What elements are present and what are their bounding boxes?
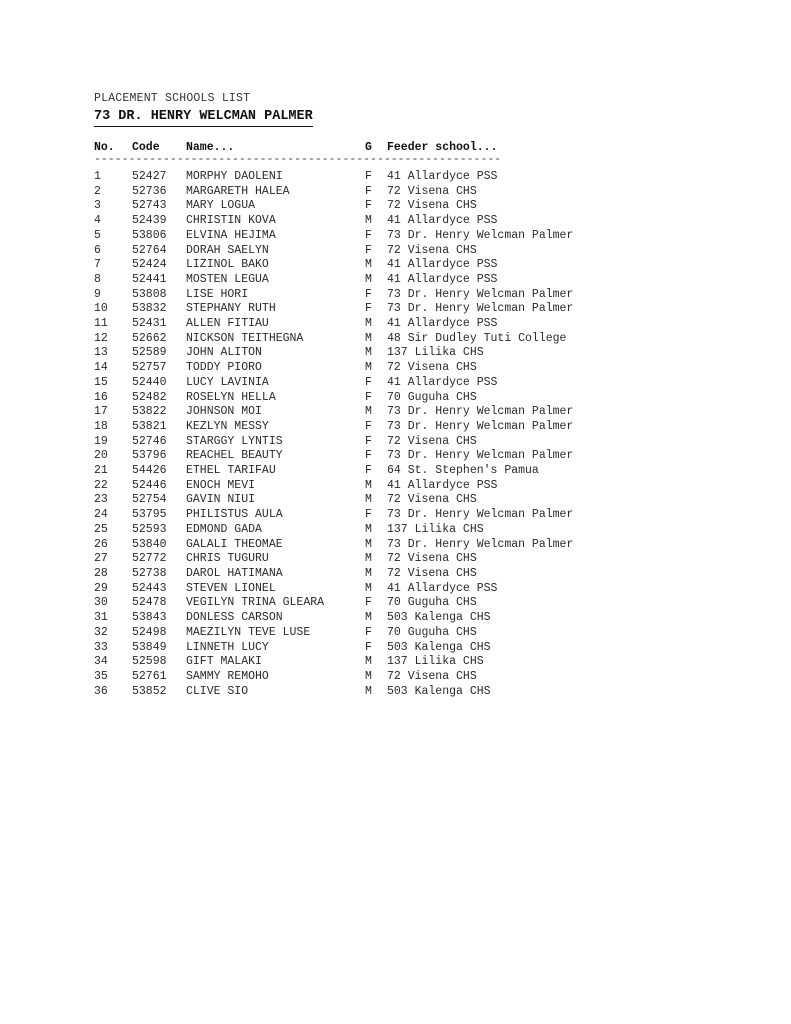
row-feeder: 41 Allardyce PSS <box>387 581 498 595</box>
row-name: KEZLYN MESSY <box>186 419 269 433</box>
table-row <box>94 258 694 273</box>
row-name: MARGARETH HALEA <box>186 184 290 198</box>
table-row <box>94 420 694 435</box>
row-feeder: 73 Dr. Henry Welcman Palmer <box>387 302 574 316</box>
row-feeder: 72 Visena CHS <box>387 552 477 566</box>
row-code: 52440 <box>132 375 167 389</box>
row-feeder: 73 Dr. Henry Welcman Palmer <box>387 405 574 419</box>
row-name: CHRIS TUGURU <box>186 552 269 566</box>
row-gender: F <box>365 434 372 448</box>
row-gender: F <box>365 508 372 522</box>
table-row <box>94 405 694 420</box>
row-gender: F <box>365 243 372 257</box>
row-code: 52754 <box>132 493 167 507</box>
row-name: EDMOND GADA <box>186 522 262 536</box>
table-row <box>94 685 694 700</box>
row-no: 4 <box>94 214 101 228</box>
row-gender: M <box>365 655 372 669</box>
row-name: LUCY LAVINIA <box>186 375 269 389</box>
row-gender: M <box>365 361 372 375</box>
row-gender: F <box>365 625 372 639</box>
row-no: 11 <box>94 317 108 331</box>
row-gender: F <box>365 449 372 463</box>
row-code: 53840 <box>132 537 167 551</box>
table-row <box>94 670 694 685</box>
table-row <box>94 288 694 303</box>
row-code: 52593 <box>132 522 167 536</box>
row-gender: M <box>365 537 372 551</box>
row-gender: F <box>365 199 372 213</box>
row-no: 28 <box>94 566 108 580</box>
row-code: 52772 <box>132 552 167 566</box>
row-feeder: 41 Allardyce PSS <box>387 214 498 228</box>
school-title: 73 DR. HENRY WELCMAN PALMER <box>94 109 313 127</box>
placement-document <box>94 92 694 699</box>
row-gender: M <box>365 566 372 580</box>
row-name: JOHNSON MOI <box>186 405 262 419</box>
row-no: 1 <box>94 170 101 183</box>
row-code: 52424 <box>132 258 167 272</box>
row-no: 23 <box>94 493 108 507</box>
row-no: 3 <box>94 199 101 213</box>
row-code: 52746 <box>132 434 167 448</box>
row-no: 26 <box>94 537 108 551</box>
row-gender: F <box>365 390 372 404</box>
header-no: No. <box>94 141 115 154</box>
row-code: 53821 <box>132 419 167 433</box>
row-no: 16 <box>94 390 108 404</box>
row-code: 53832 <box>132 302 167 316</box>
table-row <box>94 567 694 582</box>
row-no: 2 <box>94 184 101 198</box>
row-feeder: 73 Dr. Henry Welcman Palmer <box>387 287 574 301</box>
row-gender: M <box>365 214 372 228</box>
row-no: 29 <box>94 581 108 595</box>
row-code: 52736 <box>132 184 167 198</box>
table-row <box>94 317 694 332</box>
row-gender: F <box>365 184 372 198</box>
row-no: 17 <box>94 405 108 419</box>
row-no: 33 <box>94 640 108 654</box>
row-feeder: 72 Visena CHS <box>387 434 477 448</box>
row-feeder: 503 Kalenga CHS <box>387 611 491 625</box>
row-no: 8 <box>94 272 101 286</box>
row-no: 24 <box>94 508 108 522</box>
table-row <box>94 538 694 553</box>
row-code: 52439 <box>132 214 167 228</box>
header-code: Code <box>132 141 160 154</box>
row-no: 30 <box>94 596 108 610</box>
row-no: 21 <box>94 464 108 478</box>
table-row <box>94 376 694 391</box>
row-name: GIFT MALAKI <box>186 655 262 669</box>
row-no: 36 <box>94 684 108 698</box>
row-feeder: 41 Allardyce PSS <box>387 272 498 286</box>
row-code: 52743 <box>132 199 167 213</box>
row-name: LINNETH LUCY <box>186 640 269 654</box>
row-no: 9 <box>94 287 101 301</box>
row-feeder: 41 Allardyce PSS <box>387 258 498 272</box>
row-gender: M <box>365 272 372 286</box>
table-row <box>94 464 694 479</box>
row-code: 52482 <box>132 390 167 404</box>
row-gender: M <box>365 684 372 698</box>
row-name: DONLESS CARSON <box>186 611 283 625</box>
row-name: ALLEN FITIAU <box>186 317 269 331</box>
row-code: 53822 <box>132 405 167 419</box>
row-code: 52498 <box>132 625 167 639</box>
row-feeder: 41 Allardyce PSS <box>387 170 498 183</box>
row-name: DORAH SAELYN <box>186 243 269 257</box>
header-divider: ----------------------------------------------------------- <box>94 155 502 166</box>
row-name: CLIVE SIO <box>186 684 249 698</box>
row-code: 52443 <box>132 581 167 595</box>
row-no: 13 <box>94 346 108 360</box>
row-no: 31 <box>94 611 108 625</box>
table-row <box>94 170 694 185</box>
row-code: 52427 <box>132 170 167 183</box>
row-feeder: 70 Guguha CHS <box>387 625 477 639</box>
table-row <box>94 508 694 523</box>
row-code: 53849 <box>132 640 167 654</box>
table-row <box>94 273 694 288</box>
row-code: 52757 <box>132 361 167 375</box>
row-gender: M <box>365 405 372 419</box>
row-feeder: 73 Dr. Henry Welcman Palmer <box>387 449 574 463</box>
row-gender: M <box>365 258 372 272</box>
row-name: CHRISTIN KOVA <box>186 214 276 228</box>
row-code: 52598 <box>132 655 167 669</box>
row-no: 20 <box>94 449 108 463</box>
row-name: GAVIN NIUI <box>186 493 256 507</box>
table-row <box>94 199 694 214</box>
row-gender: F <box>365 464 372 478</box>
row-name: PHILISTUS AULA <box>186 508 283 522</box>
row-gender: F <box>365 375 372 389</box>
table-row <box>94 582 694 597</box>
list-label: PLACEMENT SCHOOLS LIST <box>94 92 251 105</box>
row-name: SAMMY REMOHO <box>186 669 269 683</box>
row-gender: M <box>365 331 372 345</box>
header-name: Name... <box>186 141 235 154</box>
table-row <box>94 185 694 200</box>
table-row <box>94 523 694 538</box>
row-gender: M <box>365 478 372 492</box>
row-code: 52441 <box>132 272 167 286</box>
row-gender: F <box>365 170 372 183</box>
row-code: 52761 <box>132 669 167 683</box>
row-name: VEGILYN TRINA GLEARA <box>186 596 325 610</box>
row-feeder: 41 Allardyce PSS <box>387 317 498 331</box>
table-row <box>94 361 694 376</box>
row-feeder: 48 Sir Dudley Tuti College <box>387 331 567 345</box>
row-no: 22 <box>94 478 108 492</box>
row-feeder: 73 Dr. Henry Welcman Palmer <box>387 508 574 522</box>
row-gender: M <box>365 346 372 360</box>
table-row <box>94 449 694 464</box>
row-feeder: 137 Lilika CHS <box>387 346 484 360</box>
row-gender: M <box>365 317 372 331</box>
row-name: MAEZILYN TEVE LUSE <box>186 625 311 639</box>
row-name: NICKSON TEITHEGNA <box>186 331 304 345</box>
row-name: STARGGY LYNTIS <box>186 434 283 448</box>
row-feeder: 72 Visena CHS <box>387 199 477 213</box>
row-name: GALALI THEOMAE <box>186 537 283 551</box>
row-feeder: 73 Dr. Henry Welcman Palmer <box>387 228 574 242</box>
table-row <box>94 626 694 641</box>
row-gender: F <box>365 302 372 316</box>
row-gender: M <box>365 669 372 683</box>
row-no: 5 <box>94 228 101 242</box>
header-feeder: Feeder school... <box>387 141 498 154</box>
row-feeder: 137 Lilika CHS <box>387 655 484 669</box>
table-row <box>94 611 694 626</box>
row-feeder: 72 Visena CHS <box>387 184 477 198</box>
row-code: 53852 <box>132 684 167 698</box>
row-name: JOHN ALITON <box>186 346 262 360</box>
row-gender: M <box>365 611 372 625</box>
row-code: 53808 <box>132 287 167 301</box>
row-feeder: 72 Visena CHS <box>387 493 477 507</box>
row-name: REACHEL BEAUTY <box>186 449 283 463</box>
student-table-body <box>94 170 694 699</box>
row-feeder: 72 Visena CHS <box>387 669 477 683</box>
row-name: ETHEL TARIFAU <box>186 464 276 478</box>
table-row <box>94 641 694 656</box>
row-feeder: 72 Visena CHS <box>387 361 477 375</box>
row-code: 52589 <box>132 346 167 360</box>
row-feeder: 503 Kalenga CHS <box>387 684 491 698</box>
row-gender: F <box>365 228 372 242</box>
row-feeder: 72 Visena CHS <box>387 243 477 257</box>
row-no: 15 <box>94 375 108 389</box>
table-row <box>94 493 694 508</box>
table-header <box>94 141 694 155</box>
table-row <box>94 302 694 317</box>
table-row <box>94 346 694 361</box>
row-no: 14 <box>94 361 108 375</box>
row-code: 52446 <box>132 478 167 492</box>
row-name: ROSELYN HELLA <box>186 390 276 404</box>
row-no: 10 <box>94 302 108 316</box>
row-no: 32 <box>94 625 108 639</box>
table-row <box>94 596 694 611</box>
row-gender: F <box>365 419 372 433</box>
row-name: MARY LOGUA <box>186 199 256 213</box>
row-no: 25 <box>94 522 108 536</box>
row-name: STEPHANY RUTH <box>186 302 276 316</box>
row-name: ENOCH MEVI <box>186 478 256 492</box>
table-row <box>94 229 694 244</box>
row-code: 53843 <box>132 611 167 625</box>
row-code: 53795 <box>132 508 167 522</box>
table-row <box>94 244 694 259</box>
row-name: MORPHY DAOLENI <box>186 170 283 183</box>
row-no: 7 <box>94 258 101 272</box>
table-row <box>94 391 694 406</box>
row-feeder: 72 Visena CHS <box>387 566 477 580</box>
row-feeder: 137 Lilika CHS <box>387 522 484 536</box>
row-feeder: 73 Dr. Henry Welcman Palmer <box>387 537 574 551</box>
header-gender: G <box>365 141 372 154</box>
row-name: LIZINOL BAKO <box>186 258 269 272</box>
row-code: 54426 <box>132 464 167 478</box>
row-no: 19 <box>94 434 108 448</box>
table-row <box>94 435 694 450</box>
row-no: 12 <box>94 331 108 345</box>
row-name: MOSTEN LEGUA <box>186 272 269 286</box>
row-code: 53806 <box>132 228 167 242</box>
row-gender: F <box>365 596 372 610</box>
table-row <box>94 552 694 567</box>
row-feeder: 70 Guguha CHS <box>387 596 477 610</box>
row-no: 35 <box>94 669 108 683</box>
row-gender: M <box>365 493 372 507</box>
table-row <box>94 214 694 229</box>
row-code: 52431 <box>132 317 167 331</box>
row-code: 52478 <box>132 596 167 610</box>
row-feeder: 41 Allardyce PSS <box>387 375 498 389</box>
row-no: 34 <box>94 655 108 669</box>
row-gender: M <box>365 581 372 595</box>
row-no: 27 <box>94 552 108 566</box>
row-code: 52662 <box>132 331 167 345</box>
table-row <box>94 479 694 494</box>
row-gender: M <box>365 522 372 536</box>
table-row <box>94 332 694 347</box>
row-code: 52738 <box>132 566 167 580</box>
row-name: DAROL HATIMANA <box>186 566 283 580</box>
row-feeder: 64 St. Stephen's Pamua <box>387 464 539 478</box>
row-gender: F <box>365 640 372 654</box>
row-code: 53796 <box>132 449 167 463</box>
row-feeder: 503 Kalenga CHS <box>387 640 491 654</box>
row-gender: F <box>365 287 372 301</box>
row-feeder: 70 Guguha CHS <box>387 390 477 404</box>
row-code: 52764 <box>132 243 167 257</box>
row-name: TODDY PIORO <box>186 361 262 375</box>
row-feeder: 73 Dr. Henry Welcman Palmer <box>387 419 574 433</box>
row-no: 6 <box>94 243 101 257</box>
row-feeder: 41 Allardyce PSS <box>387 478 498 492</box>
table-row <box>94 655 694 670</box>
row-name: LISE HORI <box>186 287 249 301</box>
row-no: 18 <box>94 419 108 433</box>
row-name: ELVINA HEJIMA <box>186 228 276 242</box>
row-gender: M <box>365 552 372 566</box>
row-name: STEVEN LIONEL <box>186 581 276 595</box>
